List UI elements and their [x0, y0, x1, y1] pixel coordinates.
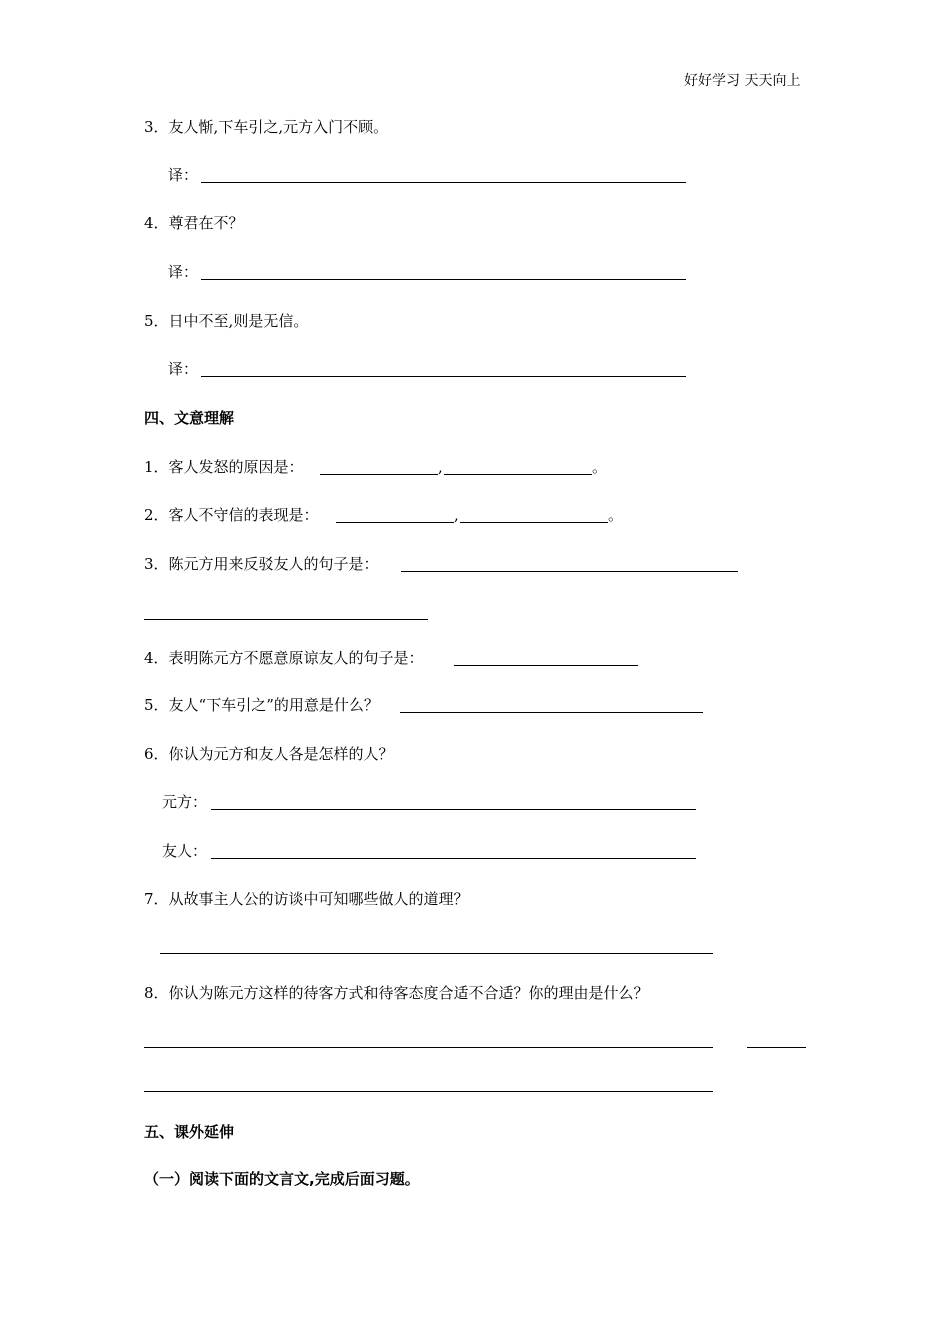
- answer-line[interactable]: [160, 953, 713, 954]
- question-text: 尊君在不？: [168, 214, 244, 232]
- answer-line[interactable]: [747, 1047, 806, 1048]
- answer-line[interactable]: [144, 619, 428, 620]
- answer-label: 友人：: [162, 842, 208, 860]
- question-text: 8．你认为陈元方这样的待客方式和待客态度合适不合适？你的理由是什么？: [144, 984, 649, 1002]
- question-text: 日中不至,则是无信。: [168, 312, 309, 330]
- question-4: [144, 213, 244, 233]
- answer-line[interactable]: [201, 182, 686, 183]
- subsection-heading: （一）阅读下面的文言文,完成后面习题。: [144, 1170, 420, 1188]
- separator: ,: [454, 506, 459, 524]
- question-text: 7．从故事主人公的访谈中可知哪些做人的道理？: [144, 890, 469, 908]
- question-text: 3．陈元方用来反驳友人的句子是：: [144, 555, 379, 573]
- question-3: [144, 117, 388, 137]
- answer-line[interactable]: [201, 376, 686, 377]
- translation-label: 译：: [168, 166, 199, 184]
- answer-line[interactable]: [336, 522, 454, 523]
- answer-line[interactable]: [320, 474, 438, 475]
- question-text: 5．友人“下车引之”的用意是什么？: [144, 696, 379, 714]
- question-text: 友人惭,下车引之,元方入门不顾。: [168, 118, 389, 136]
- question-text: 1．客人发怒的原因是：: [144, 458, 304, 476]
- question-number: 4．: [144, 214, 169, 232]
- question-number: 3．: [144, 118, 169, 136]
- answer-label: 元方：: [162, 793, 208, 811]
- answer-line[interactable]: [401, 571, 738, 572]
- question-text: 4．表明陈元方不愿意原谅友人的句子是：: [144, 649, 424, 667]
- answer-line[interactable]: [144, 1047, 713, 1048]
- section-heading: 四、文意理解: [144, 409, 235, 427]
- section-heading: 五、课外延伸: [144, 1123, 235, 1141]
- answer-line[interactable]: [144, 1091, 713, 1092]
- answer-line[interactable]: [460, 522, 608, 523]
- question-5: [144, 311, 308, 331]
- end-mark: 。: [608, 506, 624, 524]
- header-motto: 好好学习 天天向上: [684, 73, 801, 89]
- answer-line[interactable]: [211, 809, 696, 810]
- translation-label: 译：: [168, 360, 199, 378]
- answer-line[interactable]: [211, 858, 696, 859]
- answer-line[interactable]: [444, 474, 592, 475]
- answer-line[interactable]: [454, 665, 638, 666]
- end-mark: 。: [592, 458, 608, 476]
- answer-line[interactable]: [201, 279, 686, 280]
- answer-line[interactable]: [400, 712, 703, 713]
- separator: ,: [438, 458, 443, 476]
- translation-label: 译：: [168, 263, 199, 281]
- question-number: 5．: [144, 312, 169, 330]
- question-text: 2．客人不守信的表现是：: [144, 506, 319, 524]
- question-text: 6．你认为元方和友人各是怎样的人？: [144, 745, 394, 763]
